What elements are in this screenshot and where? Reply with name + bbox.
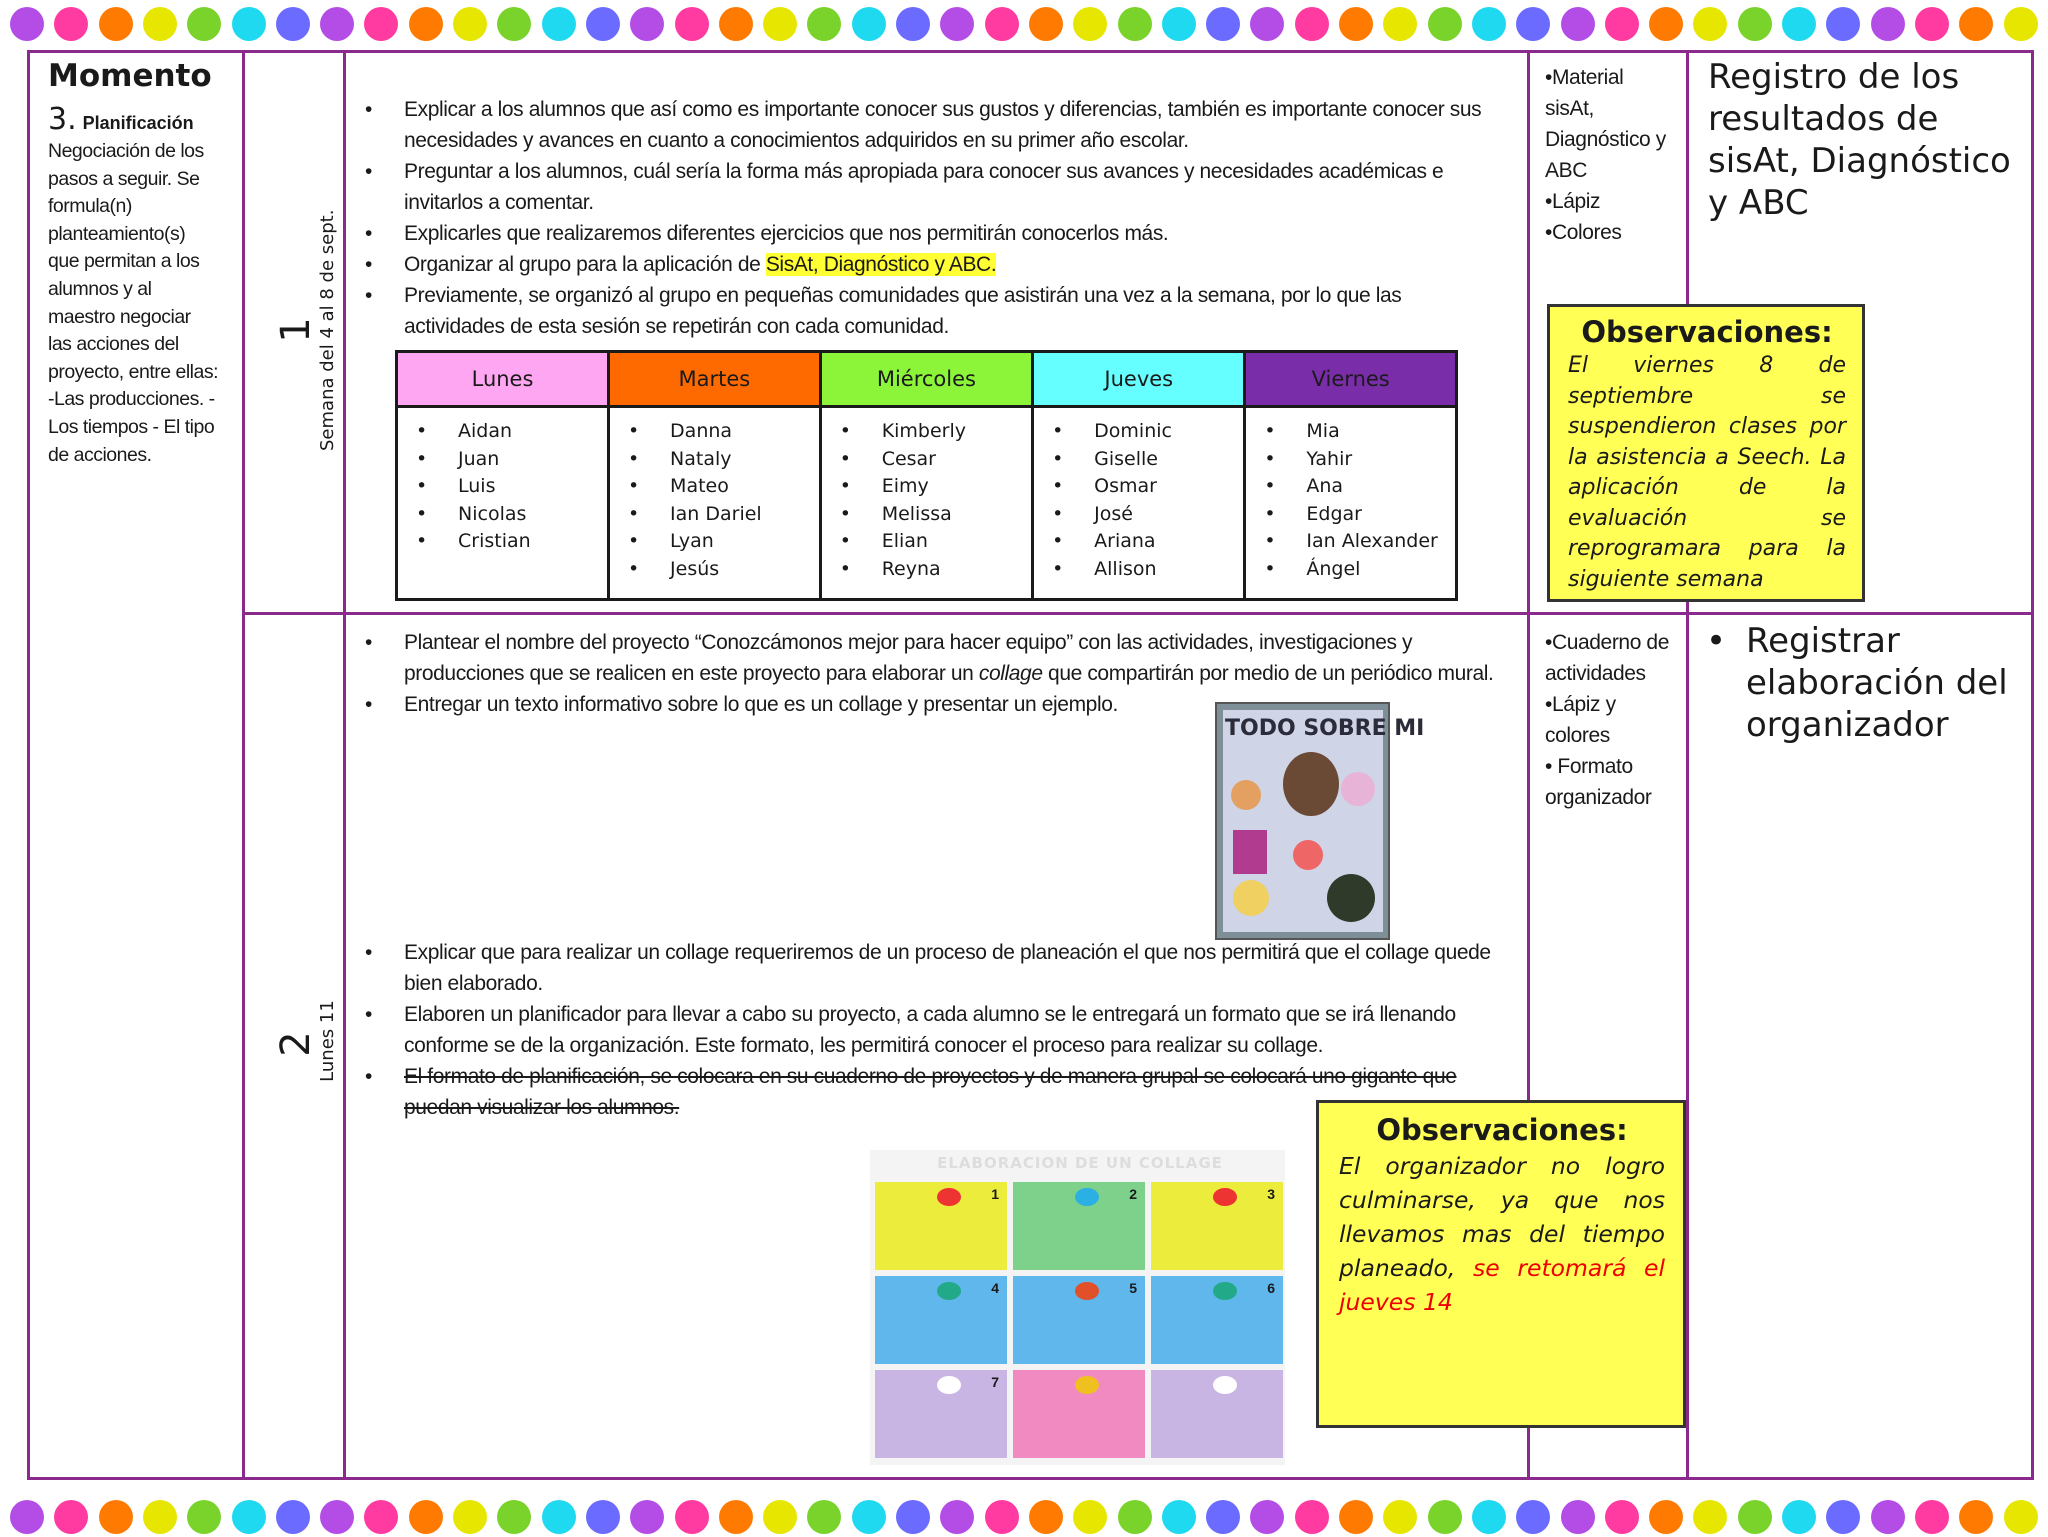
student-name-text: Ariana (1094, 530, 1156, 552)
activity-text: que compartirán por medio de un periódico mural. (1042, 662, 1494, 685)
student-name-text: Osmar (1094, 475, 1157, 497)
organizer-blob (937, 1282, 961, 1300)
organizer-cell (1013, 1182, 1145, 1270)
decorative-dot (896, 1500, 930, 1534)
decorative-dot (409, 1500, 443, 1534)
bullet: • (628, 530, 640, 552)
student-name (1034, 418, 1243, 446)
organizer-cell (1151, 1370, 1283, 1458)
row-divider (242, 612, 2034, 615)
decorative-dot (276, 7, 310, 41)
highlighted-text: SisAt, Diagnóstico y ABC. (765, 253, 997, 276)
student-name-text: Nataly (670, 447, 732, 470)
student-name-text: José (1094, 502, 1133, 525)
activity-item: • Explicarles que realizaremos diferentes ejercicios que nos permitirán conocerlos más. (365, 218, 1500, 249)
table-border-right (2031, 50, 2034, 1480)
session-1-evaluation: Registro de los resultados de sisAt, Diagnóstico y ABC (1708, 57, 2011, 223)
decorative-dot (1295, 7, 1329, 41)
student-name (610, 528, 819, 556)
decorative-dot (99, 7, 133, 41)
student-name (822, 501, 1031, 529)
decorative-dot (985, 1500, 1019, 1534)
bottom-dot-border (0, 1497, 2048, 1537)
student-name-text: Melissa (881, 502, 952, 525)
bullet: • (416, 475, 428, 497)
bullet: • (628, 475, 640, 497)
decorative-dot (1162, 1500, 1196, 1534)
column-divider-1 (242, 50, 245, 1480)
photo-caption: TODO SOBRE MI (1225, 716, 1425, 741)
decorative-dot (99, 1500, 133, 1534)
organizer-cell (875, 1370, 1007, 1458)
photo-poster (1223, 710, 1425, 932)
student-name-text: Cesar (881, 447, 936, 470)
organizer-blob (1075, 1282, 1099, 1300)
activity-text: Organizar al grupo para la aplicación de (404, 253, 766, 276)
student-name-text: Aidan (458, 420, 513, 442)
bullet: • (628, 420, 640, 442)
decorative-dot (1073, 1500, 1107, 1534)
material-item: •Material sisAt, Diagnóstico y ABC (1545, 66, 1666, 182)
bullet: • (1052, 530, 1064, 552)
decorative-dot (1605, 1500, 1639, 1534)
student-name-text: Mateo (670, 475, 729, 497)
decorative-dot (675, 1500, 709, 1534)
organizer-blob (1213, 1376, 1237, 1394)
organizer-blob (1213, 1282, 1237, 1300)
organizer-blob (1075, 1188, 1099, 1206)
photo-sticker (1231, 780, 1261, 810)
bullet: • (1264, 420, 1276, 442)
student-name-text: Luis (458, 475, 496, 497)
bullet: • (416, 420, 428, 442)
decorative-dot (320, 7, 354, 41)
group-student-list (609, 407, 821, 600)
decorative-dot (1649, 1500, 1683, 1534)
decorative-dot (896, 7, 930, 41)
decorative-dot (54, 1500, 88, 1534)
decorative-dot (364, 1500, 398, 1534)
student-name (610, 556, 819, 584)
session-1-activities (365, 94, 1500, 342)
observations-highlight: se retomará el jueves 14 (1339, 1254, 1665, 1316)
decorative-dot (1206, 7, 1240, 41)
student-name-text: Ana (1306, 475, 1344, 497)
student-name-text: Elian (881, 530, 928, 552)
organizer-blob (937, 1188, 961, 1206)
decorative-dot (2004, 7, 2038, 41)
table-border-left (27, 50, 30, 1480)
bullet: • (1264, 530, 1276, 552)
student-name (1034, 528, 1243, 556)
activity-item: • Preguntar a los alumnos, cuál sería la forma más apropiada para conocer sus avances y necesidades académicas e invitarlos a comentar. (365, 156, 1500, 218)
student-name (610, 501, 819, 529)
activity-item: • Explicar que para realizar un collage requeriremos de un proceso de planeación el que nos permitirá que el collage quede bien elaborado. (365, 937, 1500, 999)
moment-number: 3. (48, 102, 77, 137)
decorative-dot (630, 7, 664, 41)
decorative-dot (1339, 7, 1373, 41)
student-name (822, 528, 1031, 556)
decorative-dot (187, 7, 221, 41)
activity-item: • Entregar un texto informativo sobre lo que es un collage y presentar un ejemplo. (365, 689, 1500, 720)
decorative-dot (1428, 7, 1462, 41)
student-name (398, 446, 607, 474)
decorative-dot (54, 7, 88, 41)
group-day-header: Viernes (1245, 352, 1457, 407)
organizer-number: 6 (1267, 1280, 1275, 1296)
moment-description: Negociación de los pasos a seguir. Se formula(n) planteamiento(s) que permitan a los alumnos y al maestro negociar las acciones del proyecto, entre ellas: -Las producciones. - Los tiempos - El tipo de acciones. (48, 140, 219, 466)
decorative-dot (1826, 1500, 1860, 1534)
student-name-text: Mia (1306, 420, 1340, 442)
decorative-dot (1029, 7, 1063, 41)
student-name (610, 473, 819, 501)
group-student-list (1245, 407, 1457, 600)
group-student-list (820, 407, 1032, 600)
student-name (822, 556, 1031, 584)
group-day-header: Lunes (397, 352, 609, 407)
student-name (1246, 418, 1455, 446)
bullet: • (1052, 475, 1064, 497)
student-name-text: Danna (670, 420, 733, 442)
organizer-number: 2 (1129, 1186, 1137, 1202)
bullet: • (1052, 420, 1064, 442)
student-name (1246, 501, 1455, 529)
decorative-dot (453, 1500, 487, 1534)
decorative-dot (763, 1500, 797, 1534)
decorative-dot (1959, 7, 1993, 41)
column-divider-2 (343, 50, 346, 1480)
decorative-dot (719, 7, 753, 41)
session-1-date: Semana del 4 al 8 de sept. (317, 209, 338, 451)
bullet: • (416, 447, 428, 470)
session-2-activities-bottom (365, 937, 1500, 1123)
activity-item (365, 249, 1500, 280)
bullet: • (1264, 475, 1276, 497)
decorative-dot (497, 7, 531, 41)
organizer-number: 4 (991, 1280, 999, 1296)
bullet: • (839, 530, 851, 552)
material-item: •Cuaderno de actividades (1545, 631, 1669, 685)
decorative-dot (542, 7, 576, 41)
evaluation-bullet: • (1706, 621, 1727, 661)
decorative-dot (232, 7, 266, 41)
student-name (610, 446, 819, 474)
bullet: • (416, 530, 428, 552)
group-day-header: Jueves (1033, 352, 1245, 407)
group-student-list (1033, 407, 1245, 600)
student-name (1034, 446, 1243, 474)
decorative-dot (1472, 7, 1506, 41)
photo-sticker (1233, 880, 1269, 916)
decorative-dot (1295, 1500, 1329, 1534)
decorative-dot (1516, 1500, 1550, 1534)
organizer-cell (875, 1276, 1007, 1364)
decorative-dot (187, 1500, 221, 1534)
organizer-cell (1151, 1276, 1283, 1364)
groups-table (395, 350, 1458, 601)
student-name (1246, 446, 1455, 474)
student-name (822, 446, 1031, 474)
bullet: • (628, 557, 640, 580)
student-name-text: Cristian (458, 530, 531, 552)
decorative-dot (232, 1500, 266, 1534)
session-2-date: Lunes 11 (317, 1000, 338, 1082)
student-name (1246, 473, 1455, 501)
column-divider-4 (1686, 50, 1689, 1480)
session-1-number: 1 (273, 317, 319, 343)
student-name-text: Eimy (881, 475, 929, 497)
observations-title: Observaciones: (1581, 315, 1833, 349)
decorative-dot (675, 7, 709, 41)
organizer-format-image (870, 1150, 1285, 1465)
moment-phase: Planificación (82, 113, 194, 133)
decorative-dot (763, 7, 797, 41)
decorative-dot (1339, 1500, 1373, 1534)
decorative-dot (1959, 1500, 1993, 1534)
bullet: • (839, 502, 851, 525)
observations-body (1339, 1149, 1665, 1319)
decorative-dot (320, 1500, 354, 1534)
decorative-dot (807, 1500, 841, 1534)
decorative-dot (143, 7, 177, 41)
decorative-dot (940, 7, 974, 41)
bullet: • (839, 475, 851, 497)
photo-sticker (1233, 830, 1267, 874)
decorative-dot (1693, 1500, 1727, 1534)
evaluation-text: Registrar elaboración del organizador (1746, 621, 2008, 745)
decorative-dot (1871, 1500, 1905, 1534)
decorative-dot (1118, 1500, 1152, 1534)
group-day-header: Miércoles (820, 352, 1032, 407)
decorative-dot (1073, 7, 1107, 41)
decorative-dot (453, 7, 487, 41)
student-name-text: Ángel (1306, 557, 1361, 580)
decorative-dot (852, 7, 886, 41)
student-name-text: Dominic (1094, 420, 1172, 442)
bullet: • (1052, 557, 1064, 580)
bullet: • (839, 557, 851, 580)
bullet: • (628, 447, 640, 470)
group-student-list (397, 407, 609, 600)
photo-face (1283, 752, 1339, 816)
decorative-dot (409, 7, 443, 41)
moment-title: Momento (48, 58, 212, 94)
decorative-dot (364, 7, 398, 41)
activity-item: • Previamente, se organizó al grupo en pequeñas comunidades que asistirán una vez a la semana, por lo que las actividades de esta sesión se repetirán con cada comunidad. (365, 280, 1500, 342)
decorative-dot (630, 1500, 664, 1534)
activity-text: Plantear el nombre del proyecto “Conozcámonos mejor para hacer equipo” con las actividades, investigaciones y producciones que se realicen en este proyecto para elaborar un (404, 631, 1413, 685)
bullet: • (839, 447, 851, 470)
session-2-materials (1545, 627, 1675, 813)
decorative-dot (807, 7, 841, 41)
organizer-title: ELABORACION DE UN COLLAGE (937, 1154, 1223, 1172)
organizer-number: 1 (991, 1186, 999, 1202)
table-border-top (27, 50, 2034, 53)
decorative-dot (1782, 7, 1816, 41)
student-name (398, 473, 607, 501)
student-name (398, 501, 607, 529)
decorative-dot (1738, 1500, 1772, 1534)
student-name-text: Reyna (881, 557, 941, 580)
decorative-dot (1915, 7, 1949, 41)
decorative-dot (1250, 1500, 1284, 1534)
organizer-blob (1075, 1376, 1099, 1394)
session-2-observations-note (1316, 1100, 1686, 1428)
decorative-dot (1428, 1500, 1462, 1534)
decorative-dot (1250, 7, 1284, 41)
material-item: •Lápiz (1545, 190, 1601, 213)
student-name-text: Ian Dariel (670, 502, 762, 525)
student-name (822, 418, 1031, 446)
material-item: •Colores (1545, 221, 1622, 244)
decorative-dot (1561, 1500, 1595, 1534)
student-name (1246, 528, 1455, 556)
decorative-dot (1162, 7, 1196, 41)
activity-item (365, 627, 1500, 689)
decorative-dot (1649, 7, 1683, 41)
decorative-dot (1383, 1500, 1417, 1534)
decorative-dot (586, 7, 620, 41)
decorative-dot (10, 7, 44, 41)
student-name (1034, 501, 1243, 529)
student-name-text: Edgar (1306, 502, 1362, 525)
decorative-dot (940, 1500, 974, 1534)
decorative-dot (1871, 7, 1905, 41)
photo-sticker (1327, 874, 1375, 922)
student-name-text: Lyan (670, 530, 714, 552)
observations-title: Observaciones: (1376, 1113, 1628, 1147)
bullet: • (628, 502, 640, 525)
material-item: • Formato organizador (1545, 755, 1652, 809)
student-name (1034, 556, 1243, 584)
student-name-text: Allison (1094, 557, 1157, 580)
decorative-dot (719, 1500, 753, 1534)
observations-text: El organizador no logro culminarse, ya que nos llevamos mas del tiempo planeado, (1339, 1152, 1665, 1282)
decorative-dot (985, 7, 1019, 41)
session-2-evaluation (1706, 620, 2026, 746)
student-name (398, 528, 607, 556)
student-name (398, 418, 607, 446)
activity-item: • Explicar a los alumnos que así como es importante conocer sus gustos y diferencias, también es importante conocer sus necesidades y avances en cuanto a conocimientos adquiridos en su primer año escolar. (365, 94, 1500, 156)
decorative-dot (276, 1500, 310, 1534)
activity-item-struck: • El formato de planificación, se colocara en su cuaderno de proyectos y de manera grupal se colocará uno gigante que puedan visualizar los alumnos. (365, 1061, 1500, 1123)
top-dot-border (0, 4, 2048, 44)
activity-emphasis: collage (978, 662, 1043, 685)
decorative-dot (2004, 1500, 2038, 1534)
decorative-dot (143, 1500, 177, 1534)
student-name-text: Nicolas (458, 502, 527, 525)
session-1-materials (1545, 62, 1675, 248)
bullet: • (416, 502, 428, 525)
session-1-observations-note (1547, 304, 1865, 602)
student-name-text: Ian Alexander (1306, 530, 1438, 552)
decorative-dot (1693, 7, 1727, 41)
bullet: • (1052, 502, 1064, 525)
decorative-dot (1915, 1500, 1949, 1534)
group-day-header: Martes (609, 352, 821, 407)
decorative-dot (1472, 1500, 1506, 1534)
material-item: •Lápiz y colores (1545, 693, 1616, 747)
student-name (1034, 473, 1243, 501)
table-border-bottom (27, 1477, 2034, 1480)
bullet: • (839, 420, 851, 442)
activity-item: • Elaboren un planificador para llevar a cabo su proyecto, a cada alumno se le entregará un formato que se irá llenando conforme se de la organización. Este formato, les permitirá conocer el proceso para realizar su collage. (365, 999, 1500, 1061)
student-name-text: Giselle (1094, 447, 1158, 470)
decorative-dot (1206, 1500, 1240, 1534)
student-name-text: Yahir (1306, 447, 1353, 470)
bullet: • (1052, 447, 1064, 470)
decorative-dot (852, 1500, 886, 1534)
student-name (822, 473, 1031, 501)
decorative-dot (1605, 7, 1639, 41)
decorative-dot (1561, 7, 1595, 41)
decorative-dot (542, 1500, 576, 1534)
student-name (1246, 556, 1455, 584)
observations-body: El viernes 8 de septiembre se suspendieron clases por la asistencia a Seech. La aplicación de la evaluación se reprogramara para la siguiente semana (1568, 353, 1846, 592)
collage-example-photo (1215, 702, 1425, 940)
organizer-cell (1151, 1182, 1283, 1270)
decorative-dot (1029, 1500, 1063, 1534)
organizer-cell (1013, 1370, 1145, 1458)
organizer-number: 5 (1129, 1280, 1137, 1296)
decorative-dot (1118, 7, 1152, 41)
bullet: • (1264, 502, 1276, 525)
organizer-number: 7 (991, 1374, 999, 1390)
decorative-dot (10, 1500, 44, 1534)
decorative-dot (1738, 7, 1772, 41)
moment-subtitle (48, 102, 194, 137)
decorative-dot (586, 1500, 620, 1534)
decorative-dot (1826, 7, 1860, 41)
student-name-text: Juan (458, 447, 500, 470)
student-name (610, 418, 819, 446)
student-name-text: Kimberly (881, 420, 967, 442)
student-name-text: Jesús (670, 557, 720, 580)
photo-sticker (1341, 772, 1375, 806)
organizer-blob (1213, 1188, 1237, 1206)
decorative-dot (1516, 7, 1550, 41)
decorative-dot (497, 1500, 531, 1534)
bullet: • (1264, 557, 1276, 580)
organizer-cell (875, 1182, 1007, 1270)
bullet: • (1264, 447, 1276, 470)
organizer-blob (937, 1376, 961, 1394)
decorative-dot (1782, 1500, 1816, 1534)
organizer-number: 3 (1267, 1186, 1275, 1202)
photo-sticker (1293, 840, 1323, 870)
organizer-cell (1013, 1276, 1145, 1364)
decorative-dot (1383, 7, 1417, 41)
session-2-number: 2 (273, 1031, 319, 1057)
